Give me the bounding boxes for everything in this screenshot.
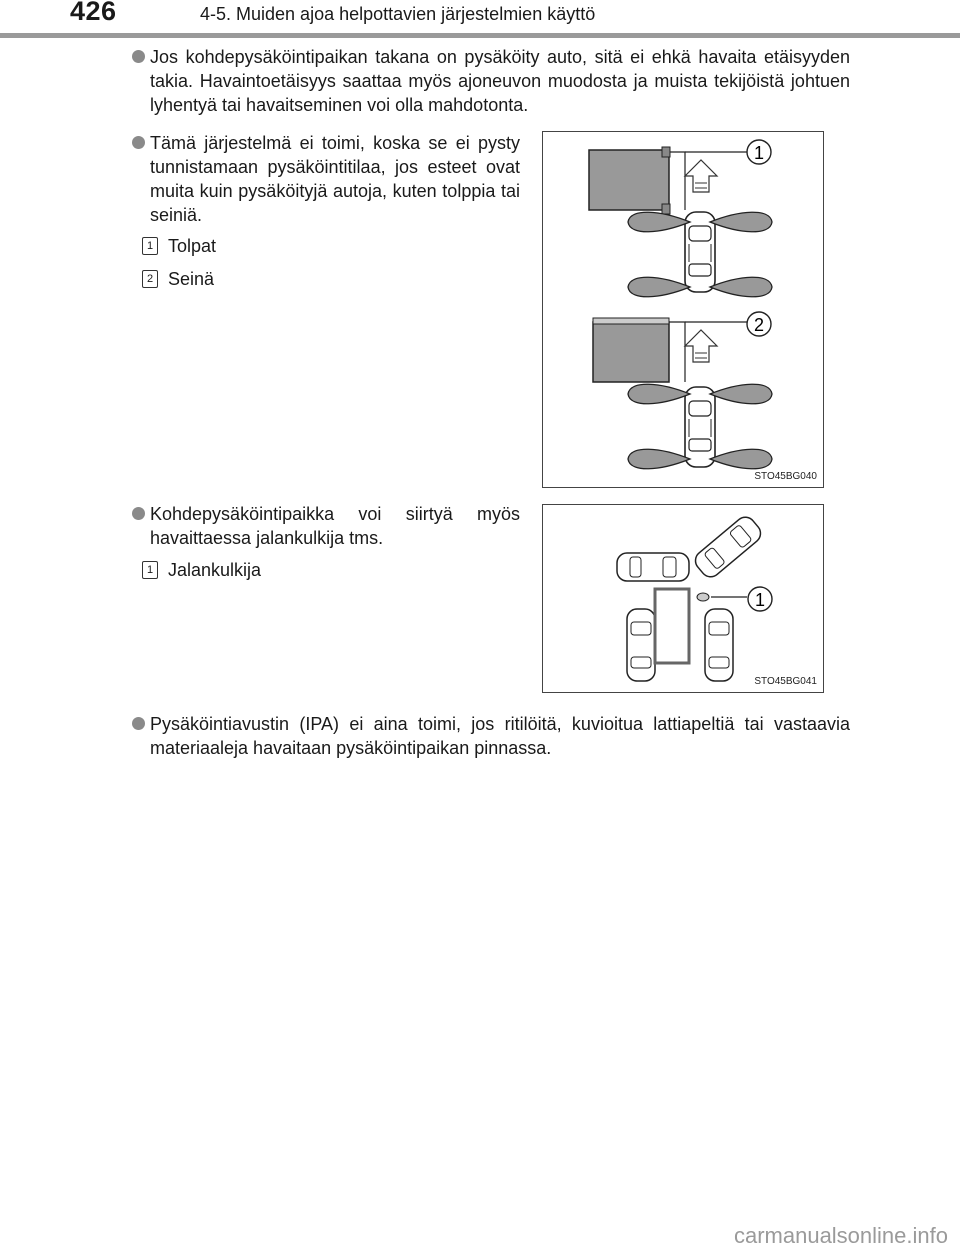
bullet-parked-car xyxy=(150,45,850,117)
legend-number-badge: 1 xyxy=(142,237,158,255)
page-number: 426 xyxy=(70,0,117,26)
figure-pedestrian xyxy=(542,504,824,693)
bullet-text: Pysäköintiavustin (IPA) ei aina toimi, jos ritilöitä, kuvioitua lattiapeltiä tai vastaavia materiaaleja havaitaan pysäköintipaikan pinnassa. xyxy=(150,714,850,758)
section-title: 4-5. Muiden ajoa helpottavien järjestelmien käyttö xyxy=(200,4,596,24)
figure-posts-and-wall xyxy=(542,131,824,488)
bullet-dot xyxy=(132,50,145,63)
legend-label: Seinä xyxy=(168,269,215,289)
figure-callout: 2 xyxy=(753,315,765,335)
header-rule xyxy=(0,33,960,38)
legend-item-pedestrian xyxy=(146,558,262,582)
legend-number-badge: 2 xyxy=(142,270,158,288)
bullet-dot xyxy=(132,507,145,520)
figure-callout: 1 xyxy=(754,590,766,610)
bullet-grating-surface xyxy=(150,712,850,760)
bullet-text: Jos kohdepysäköintipaikan takana on pysäköity auto, sitä ei ehkä havaita etäisyyden takia. Havaintoetäisyys saattaa myös ajoneuvon muodosta ja muista tekijöistä johtuen lyhentyä tai havaitseminen voi olla mahdotonta. xyxy=(150,47,850,115)
legend-number-badge: 1 xyxy=(142,561,158,579)
bullet-pedestrian xyxy=(150,502,520,550)
legend-label: Tolpat xyxy=(168,236,217,256)
bullet-dot xyxy=(132,136,145,149)
bullet-text: Tämä järjestelmä ei toimi, koska se ei pysty tunnistamaan pysäköintitilaa, jos esteet ovat muita kuin pysäköityjä autoja, kuten tolppia tai seiniä. xyxy=(150,133,520,225)
page-header xyxy=(0,0,960,40)
figure-code: STO45BG041 xyxy=(754,676,817,687)
figure-code: STO45BG040 xyxy=(754,471,817,482)
figure-illustration xyxy=(543,505,823,692)
figure-callout: 1 xyxy=(753,143,765,163)
bullet-text: Kohdepysäköintipaikka voi siirtyä myös havaittaessa jalankulkija tms. xyxy=(150,504,520,548)
watermark: carmanualsonline.info xyxy=(733,1223,948,1248)
legend-item-wall xyxy=(146,267,215,291)
figure-illustration xyxy=(543,132,823,487)
bullet-dot xyxy=(132,717,145,730)
legend-item-posts xyxy=(146,234,217,258)
legend-label: Jalankulkija xyxy=(168,560,262,580)
bullet-obstacles xyxy=(150,131,520,227)
